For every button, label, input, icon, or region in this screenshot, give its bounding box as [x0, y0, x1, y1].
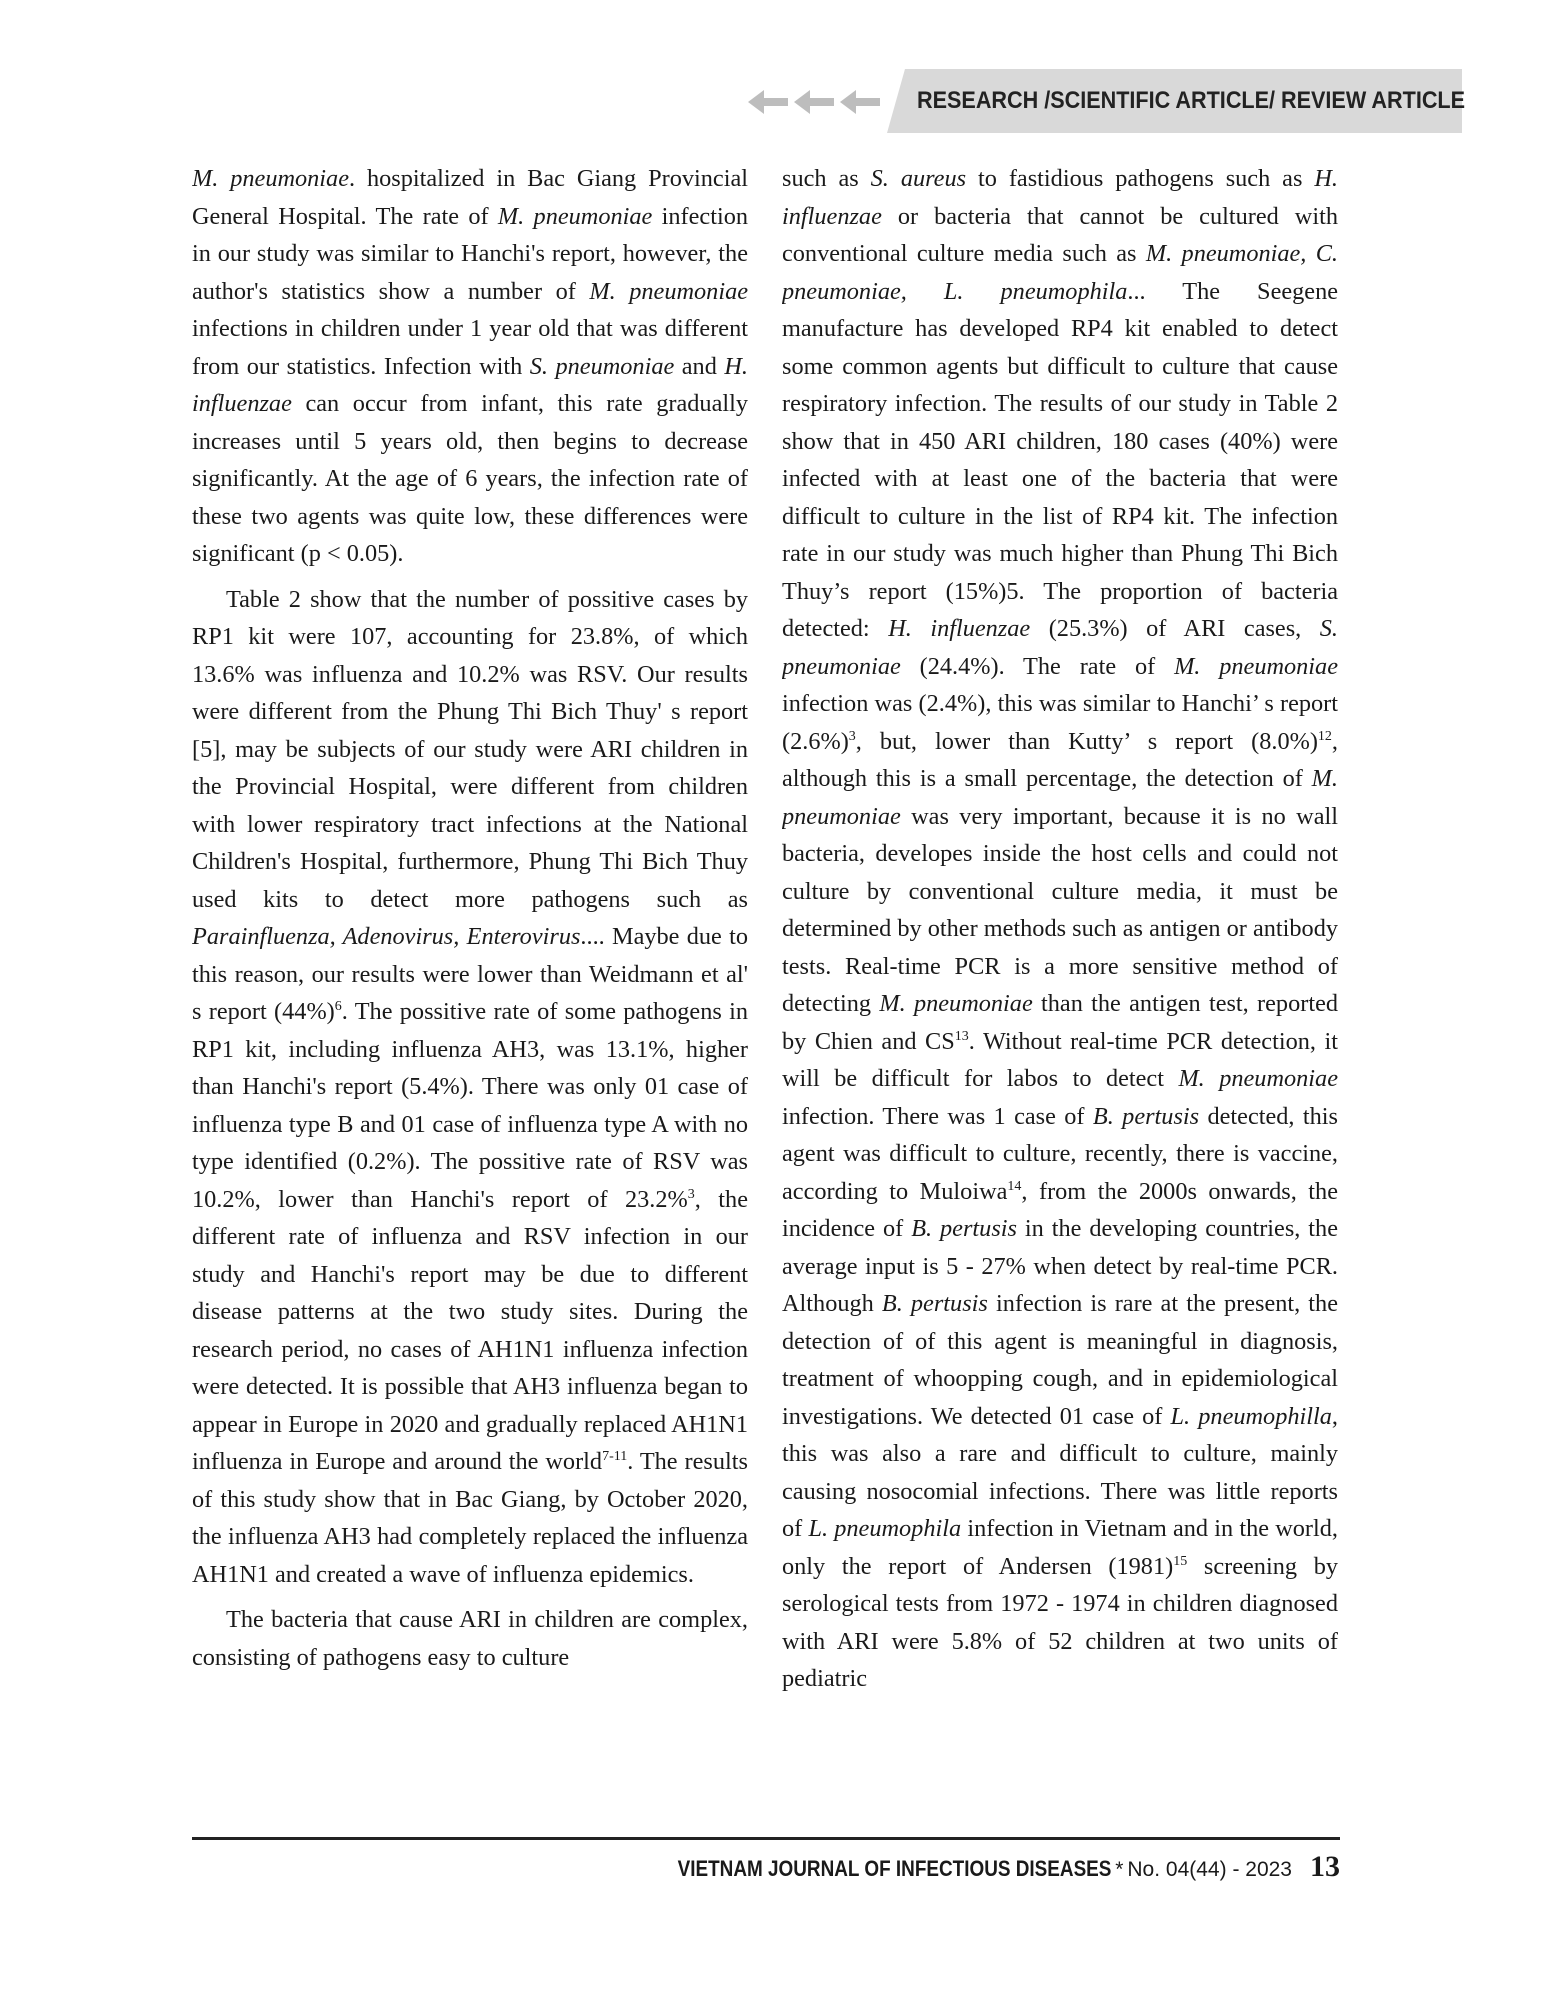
- italic-term: M. pneumoniae: [782, 765, 1338, 830]
- text-run: . hospitalized in Bac Giang Provincial General Hospital. The rate of: [192, 165, 748, 230]
- text-run: infection. There was 1 case of: [782, 1102, 1093, 1130]
- text-run: . The possitive rate of some pathogens in RP1 kit, including influenza AH3, was 13.1%, higher than Hanchi's report (5.4%). There was only 01 case of influenza type B and 01 case of influenza type A with no type identified (0.2%). The possitive rate of RSV was 10.2%, lower than Hanchi's report of 23.2%: [192, 998, 748, 1213]
- text-run: The bacteria that cause ARI in children are complex, consisting of pathogens easy to culture: [192, 1606, 748, 1671]
- italic-term: B. pertusis: [1092, 1102, 1200, 1130]
- italic-term: S. pneumoniae: [782, 615, 1338, 680]
- footer-rule: [192, 1837, 1340, 1840]
- text-run: detected, this agent was difficult to culture, recently, there is vaccine, according to Muloiwa: [782, 1102, 1338, 1205]
- italic-term: L. pneumophilla: [1170, 1402, 1332, 1430]
- left-column: [192, 160, 748, 1780]
- italic-term: L. pneumophila: [808, 1515, 962, 1542]
- left-paragraph-1: [192, 160, 748, 573]
- italic-term: M. pneumoniae: [1174, 652, 1338, 680]
- text-run: can occur from infant, this rate gradually increases until 5 years old, then begins to decrease significantly. At the age of 6 years, the infection rate of these two agents was quite low, these differences were significant (p < 0.05).: [192, 390, 748, 567]
- text-run: was very important, because it is no wall bacteria, developes inside the host cells and could not culture by conventional culture media, it must be determined by other methods such as antigen or antibody tests. Real-time PCR is a more sensitive method of detecting: [782, 802, 1338, 1017]
- text-run: (25.3%) of ARI cases,: [1030, 615, 1320, 642]
- left-paragraph-2: [192, 581, 748, 1594]
- text-run: and: [674, 352, 725, 380]
- issue-separator: *: [1115, 1858, 1124, 1881]
- italic-term: S. aureus: [870, 165, 967, 192]
- left-paragraph-3: [192, 1601, 748, 1676]
- text-run: , although this is a small percentage, the detection of: [782, 727, 1338, 792]
- text-run: . The results of this study show that in Bac Giang, by October 2020, the influenza AH3 had completely replaced the influenza AH1N1 and created a wave of influenza epidemics.: [192, 1448, 748, 1588]
- section-header: RESEARCH /SCIENTIFIC ARTICLE/ REVIEW ARTICLE: [917, 87, 1466, 114]
- text-run: , this was also a rare and difficult to culture, mainly causing nosocomial infections. There was little reports of: [782, 1402, 1338, 1542]
- italic-term: M. pneumoniae: [497, 202, 653, 230]
- page-number: 13: [1310, 1850, 1340, 1883]
- text-run: than the antigen test, reported by Chien and CS: [782, 990, 1338, 1055]
- text-run: , from the 2000s onwards, the incidence of: [782, 1177, 1338, 1242]
- text-run: . Without real-time PCR detection, it will be difficult for labos to detect: [782, 1027, 1338, 1092]
- italic-term: H. influenzae: [888, 615, 1031, 642]
- footer: [600, 1850, 1340, 1890]
- triple-left-arrow-icon: [748, 86, 888, 118]
- italic-term: S. pneumoniae: [529, 352, 675, 380]
- text-run: , the different rate of influenza and RSV infection in our study and Hanchi's report may be due to different disease patterns at the two study sites. During the research period, no cases of AH1N1 influenza infection were detected. It is possible that AH3 influenza began to appear in Europe in 2020 and gradually replaced AH1N1 influenza in Europe and around the world: [192, 1185, 748, 1475]
- text-run: , but, lower than Kutty’ s report (8.0%): [855, 727, 1318, 755]
- citation-superscript: 15: [1173, 1553, 1188, 1569]
- text-run: screening by serological tests from 1972 - 1974 in children diagnosed with ARI were 5.8% of 52 children at two units of pediatric: [782, 1552, 1338, 1692]
- right-column: [782, 160, 1338, 1780]
- text-run: .... Maybe due to this reason, our results were lower than Weidmann et al' s report (44%): [192, 923, 748, 1025]
- citation-superscript: 3: [687, 1186, 695, 1202]
- italic-term: B. pertusis: [911, 1215, 1017, 1242]
- text-run: infection in Vietnam and in the world, only the report of Andersen (1981): [782, 1515, 1338, 1580]
- journal-name: VIETNAM JOURNAL OF INFECTIOUS DISEASES: [677, 1856, 1112, 1881]
- text-run: infection in our study was similar to Hanchi's report, however, the author's statistics show a number of: [192, 202, 748, 305]
- issue-number: No. 04(44) - 2023: [1127, 1858, 1292, 1881]
- text-run: infection is rare at the present, the detection of of this agent is meaningful in diagnosis, treatment of whoopping cough, and in epidemiological investigations. We detected 01 case of: [782, 1290, 1338, 1430]
- text-run: infections in children under 1 year old that was different from our statistics. Infection with: [192, 315, 748, 380]
- italic-term: M. pneumoniae, C. pneumoniae, L. pneumophila: [782, 240, 1338, 305]
- text-run: in the developing countries, the average input is 5 - 27% when detect by real-time PCR. Although: [782, 1215, 1338, 1317]
- citation-superscript: 3: [848, 728, 856, 744]
- right-paragraph-1: [782, 160, 1338, 1698]
- italic-term: M. pneumoniae: [192, 165, 349, 192]
- text-run: ... The Seegene manufacture has developed RP4 kit enabled to detect some common agents but difficult to culture that cause respiratory infection. The results of our study in Table 2 show that in 450 ARI children, 180 cases (40%) were infected with at least one of the bacteria that were difficult to culture in the list of RP4 kit. The infection rate in our study was much higher than Phung Thi Bich Thuy’s report (15%)5. The proportion of bacteria detected:: [782, 277, 1338, 642]
- text-run: such as: [782, 165, 871, 192]
- text-run: or bacteria that cannot be cultured with conventional culture media such as: [782, 202, 1338, 267]
- italic-term: H. influenzae: [782, 165, 1338, 230]
- text-run: to fastidious pathogens such as: [966, 165, 1315, 192]
- citation-superscript: 7-11: [602, 1448, 628, 1464]
- text-run: (24.4%). The rate of: [900, 652, 1175, 680]
- citation-superscript: 14: [1007, 1178, 1022, 1194]
- italic-term: Parainfluenza, Adenovirus, Enterovirus: [192, 923, 581, 950]
- italic-term: B. pertusis: [881, 1290, 988, 1317]
- italic-term: M. pneumoniae: [589, 277, 748, 305]
- citation-superscript: 13: [954, 1028, 969, 1044]
- citation-superscript: 12: [1317, 728, 1332, 744]
- text-run: infection was (2.4%), this was similar to Hanchi’ s report (2.6%): [782, 690, 1338, 755]
- text-run: Table 2 show that the number of possitive cases by RP1 kit were 107, accounting for 23.8%, of which 13.6% was influenza and 10.2% was RSV. Our results were different from the Phung Thi Bich Thuy' s report [5], may be subjects of our study were ARI children in the Provincial Hospital, were different from children with lower respiratory tract infections at the National Children's Hospital, furthermore, Phung Thi Bich Thuy used kits to detect more pathogens such as: [192, 585, 748, 913]
- italic-term: M. pneumoniae: [879, 990, 1033, 1017]
- italic-term: M. pneumoniae: [1178, 1065, 1338, 1092]
- citation-superscript: 6: [334, 998, 342, 1014]
- italic-term: H. influenzae: [192, 352, 748, 417]
